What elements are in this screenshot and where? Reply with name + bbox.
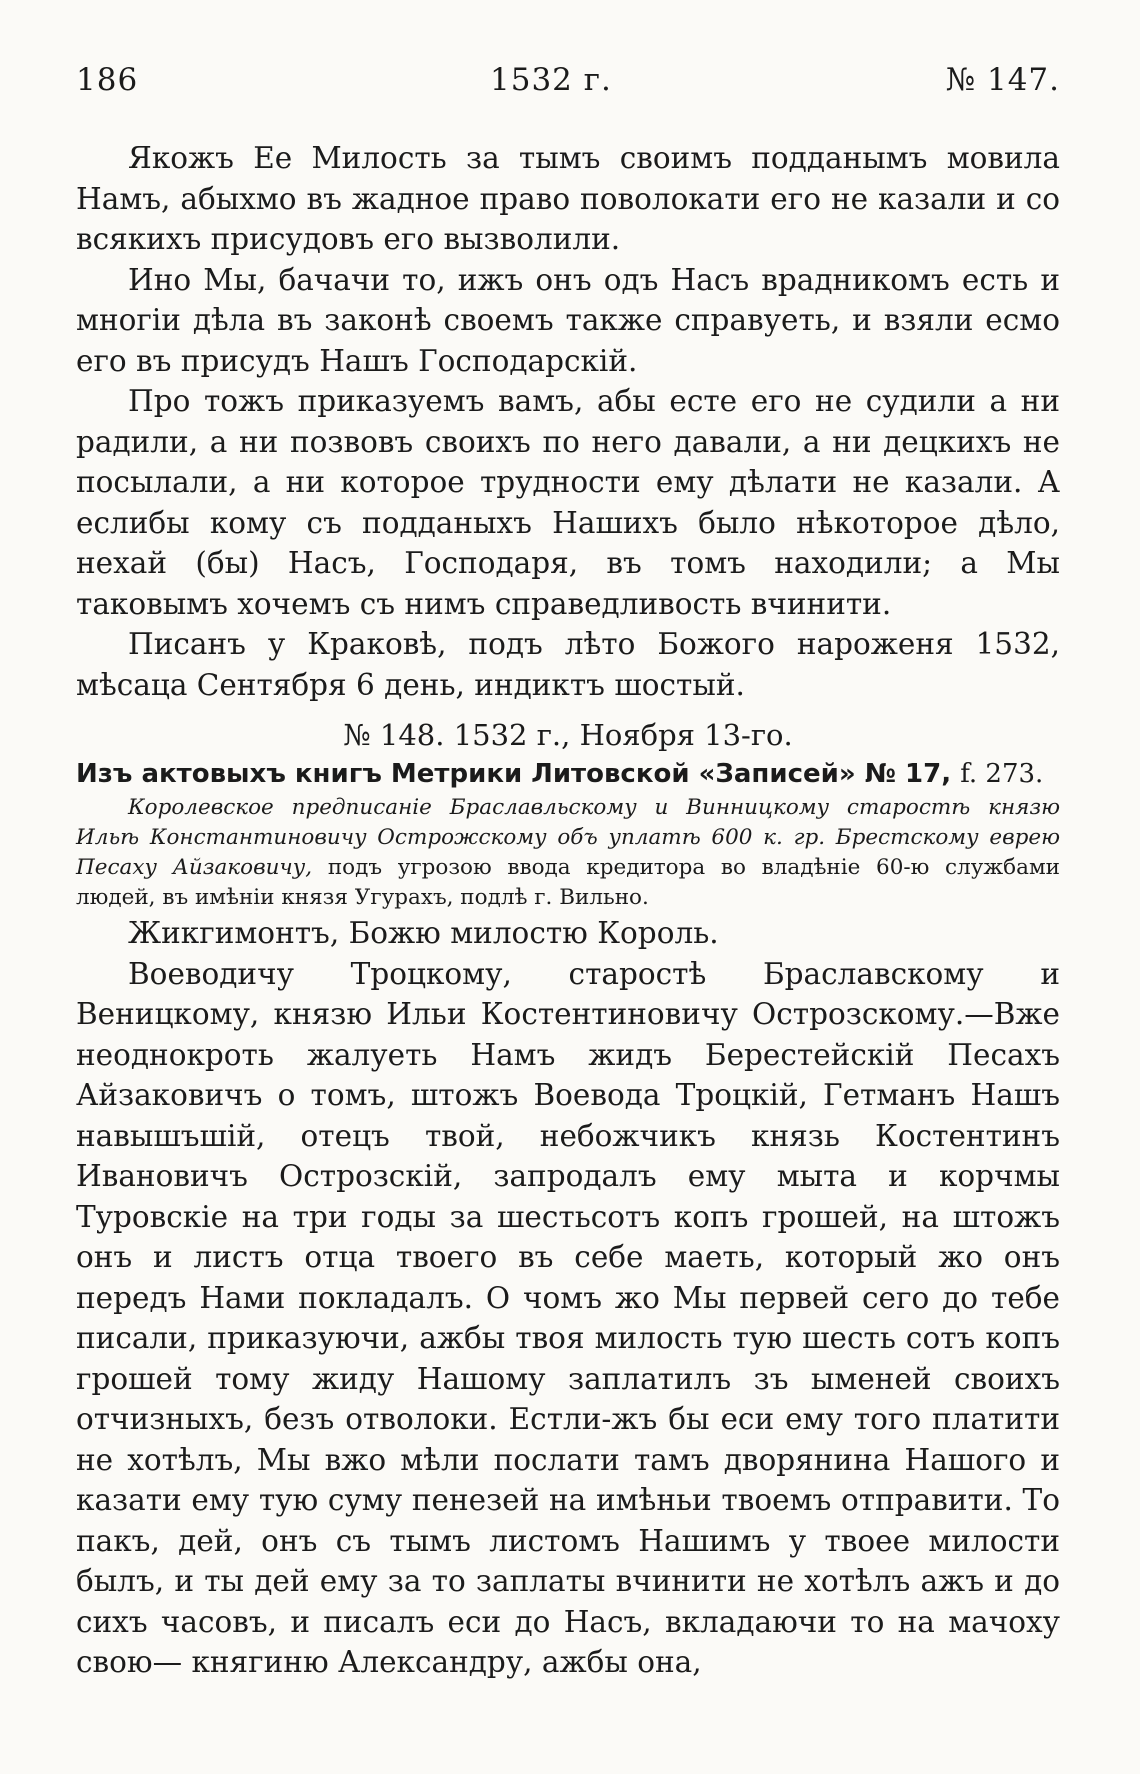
document-summary <box>76 793 1060 913</box>
paragraph: Ино Мы, бачачи то, ижъ онъ одъ Насъ врадникомъ есть и многіи дѣла въ законѣ своемъ также справуеть, и взяли есмо его въ присудъ Нашъ Господарскій. <box>76 262 1060 378</box>
document-heading: № 148. 1532 г., Ноября 13-го. <box>343 718 793 752</box>
source-folio: f. 273. <box>960 759 1044 789</box>
running-header <box>76 62 1060 110</box>
document-source <box>76 755 1060 793</box>
paragraph: Писанъ у Краковѣ, подъ лѣто Божого нароженя 1532, мѣсаца Сентября 6 день, индиктъ шостый. <box>76 627 1060 702</box>
header-year: 1532 г. <box>490 62 612 98</box>
paragraph: Воеводичу Троцкому, старостѣ Браславскому и Веницкому, князю Ильи Костентиновичу Острозскому.—Вже неоднокроть жалуеть Намъ жидъ Берестейскій Песахъ Айзаковичъ о томъ, штожъ Воевода Троцкій, Гетманъ Нашъ навышъшій, отецъ твой, небожчикъ князь Костентинъ Ивановичъ Острозскій, запродалъ ему мыта и корчмы Туровскіе на три годы за шестьсотъ копъ грошей, на штожъ онъ и листъ отца твоего въ себе маеть, который жо онъ передъ Нами покладалъ. О чомъ жо Мы первей сего до тебе писали, приказуючи, ажбы твоя милость тую шесть сотъ копъ грошей тому жиду Нашому заплатилъ зъ ыменей своихъ отчизныхъ, безъ отволоки. Естли-жъ бы еси ему того платити не хотѣлъ, Мы вжо мѣли послати тамъ дворянина Нашого и казати ему тую суму пенезей на имѣньи твоемъ отправити. То пакъ, дей, онъ съ тымъ листомъ Нашимъ у твоее милости былъ, и ты дей ему за то заплаты вчинити не хотѣлъ ажъ и до сихъ часовъ, и писалъ еси до Насъ, вкладаючи то на мачоху свою— княгиню Александру, ажбы она, <box>76 956 1060 1679</box>
greeting: Жикгимонтъ, Божю милостю Король. <box>128 916 719 950</box>
summary-italic: Королевское предписаніе Браславльскому и Винницкому старостѣ князю Ильѣ Константиновичу Острожскому объ уплатѣ 600 к. гр. Брестскому еврею Песаху Айзаковичу, <box>76 795 1060 880</box>
summary-plain: подъ угрозою ввода кредитора во владѣніе 60-ю службами людей, въ имѣніи князя Угурахъ, подлѣ г. Вильно. <box>76 855 1060 910</box>
paragraph: Якожъ Ее Милость за тымъ своимъ подданымъ мовила Намъ, абыхмо въ жадное право поволокати его не казали и со всякихъ присудовъ его вызволили. <box>76 141 1060 256</box>
header-document-number: № 147. <box>945 62 1060 98</box>
main-text <box>76 138 1060 1683</box>
page-number: 186 <box>76 62 139 98</box>
book-page <box>76 62 1060 1683</box>
paragraph: Про тожъ приказуемъ вамъ, абы есте его не судили а ни радили, а ни позвовъ своихъ по него давали, а ни децкихъ не посылали, а ни которое трудности ему дѣлати не казали. А еслибы кому съ подданыхъ Нашихъ было нѣкоторое дѣло, нехай (бы) Насъ, Господаря, въ томъ находили; а Мы таковымъ хочемъ съ нимъ справедливость вчинити. <box>76 384 1060 621</box>
source-text: Изъ актовыхъ книгъ Метрики Литовской «Записей» № 17, <box>76 759 952 789</box>
